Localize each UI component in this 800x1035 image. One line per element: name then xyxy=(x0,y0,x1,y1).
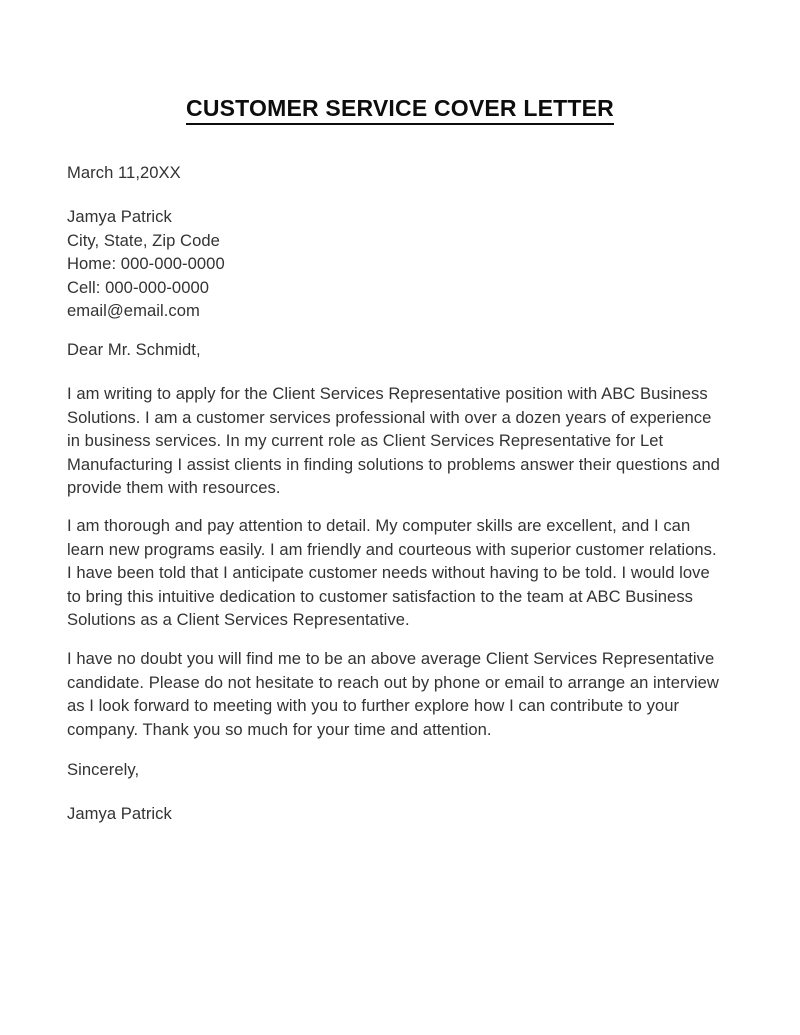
sender-home-phone: Home: 000-000-0000 xyxy=(67,254,225,273)
sender-address-block xyxy=(67,205,725,323)
date-line: March 11,20XX xyxy=(67,163,181,182)
closing-salutation: Sincerely, xyxy=(67,760,140,779)
signature-name: Jamya Patrick xyxy=(67,804,172,823)
body-paragraph-2: I am thorough and pay attention to detail. My computer skills are excellent, and I can learn new programs easily. I am friendly and courteous with superior customer relations. I have been told that I anticipate customer needs without having to be told. I would love to bring this intuitive dedication to customer satisfaction to the team at ABC Business Solutions as a Client Services Representative. xyxy=(67,516,717,629)
sender-name: Jamya Patrick xyxy=(67,207,172,226)
page-title-text: CUSTOMER SERVICE COVER LETTER xyxy=(186,95,614,125)
body-paragraph-1: I am writing to apply for the Client Services Representative position with ABC Business Solutions. I am a customer services professional with over a dozen years of experience in business services. In my current role as Client Services Representative for Let Manufacturing I assist clients in finding solutions to problems answer their questions and provide them with resources. xyxy=(67,384,720,497)
body-paragraph-3: I have no doubt you will find me to be an above average Client Services Representative candidate. Please do not hesitate to reach out by phone or email to arrange an interview as I look forward to meeting with you to further explore how I can contribute to your company. Thank you so much for your time and attention. xyxy=(67,649,719,739)
page-title xyxy=(0,95,800,122)
sender-address: City, State, Zip Code xyxy=(67,230,220,250)
salutation: Dear Mr. Schmidt, xyxy=(67,340,201,359)
sender-cell-phone: Cell: 000-000-0000 xyxy=(67,277,210,297)
sender-email: email@email.com xyxy=(67,301,200,320)
